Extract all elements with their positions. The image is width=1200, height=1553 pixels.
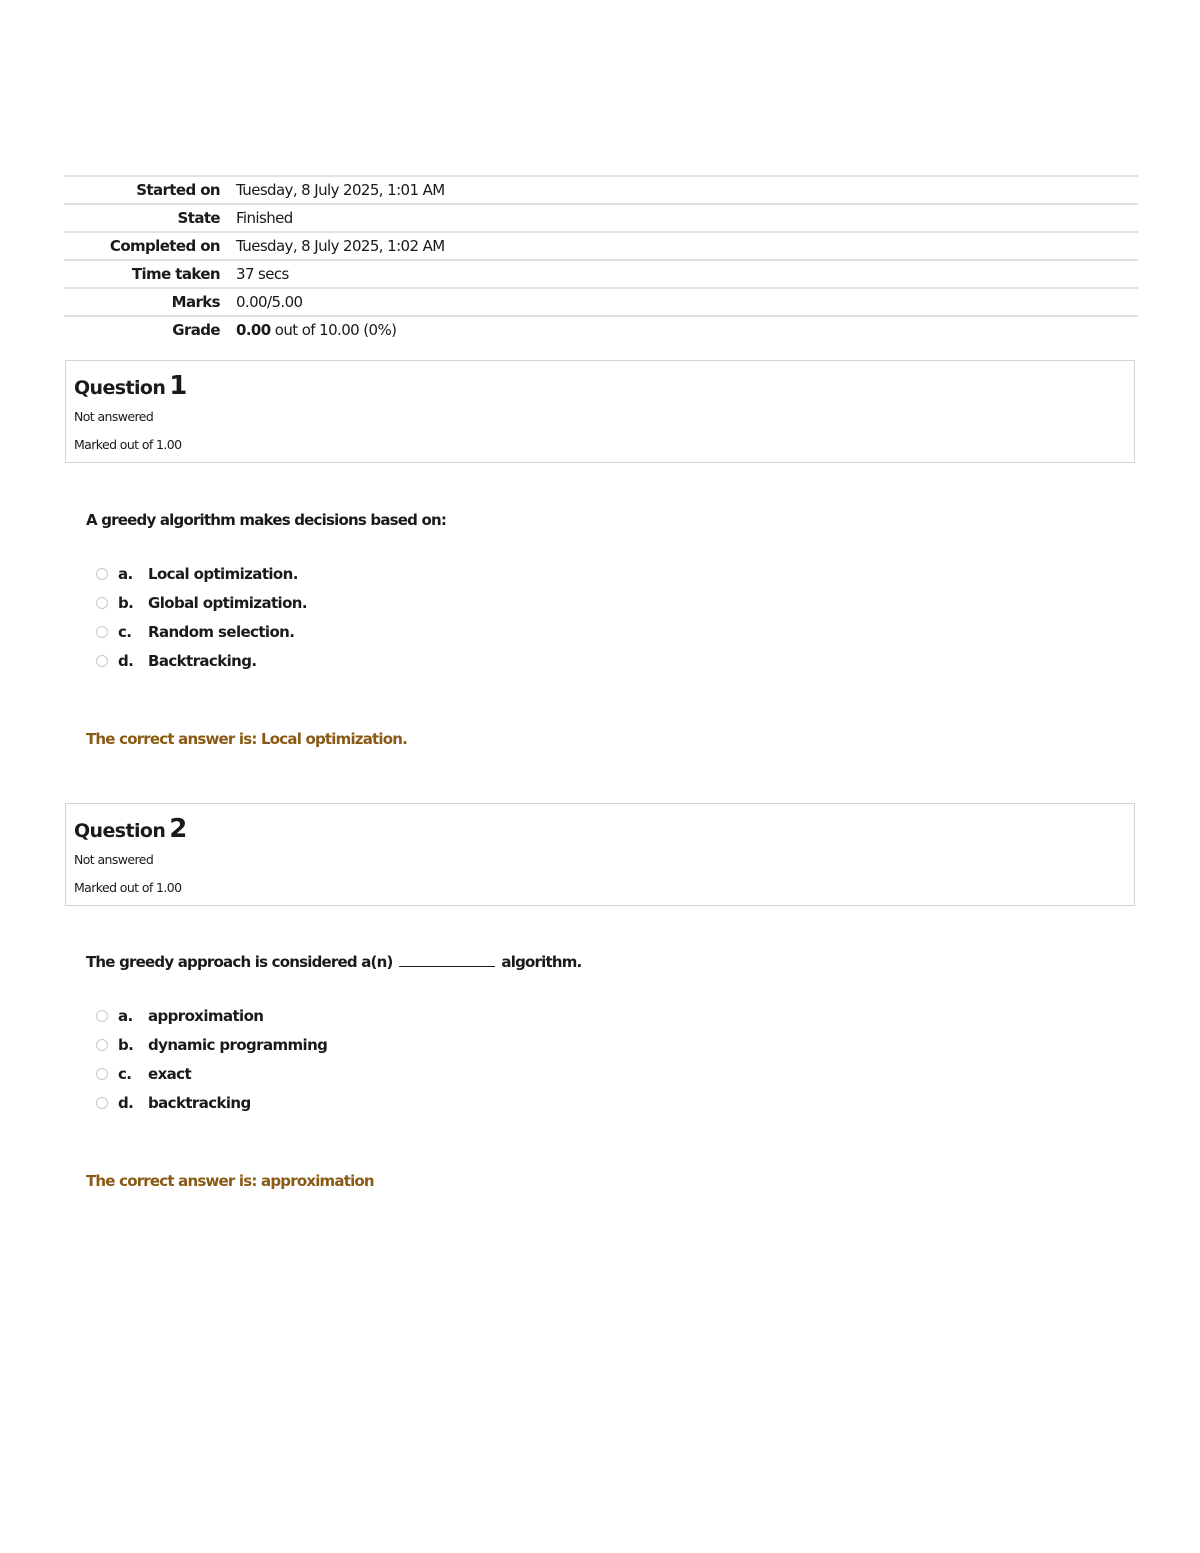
option-letter: d. [118, 1093, 134, 1112]
option-label: Local optimization. [148, 564, 298, 583]
radio-button[interactable] [96, 597, 108, 609]
summary-row-started [64, 177, 1138, 205]
summary-value: 0.00/5.00 [236, 293, 303, 311]
question-text-before: The greedy approach is considered a(n) [86, 953, 393, 971]
answer-option-d[interactable] [96, 646, 307, 675]
question-title [74, 371, 187, 401]
option-letter: a. [118, 1006, 133, 1025]
grade-out-of: out of 10.00 (0%) [270, 321, 397, 339]
answer-option-d[interactable] [96, 1088, 327, 1117]
answer-options [96, 1001, 327, 1117]
summary-value: Tuesday, 8 July 2025, 1:02 AM [236, 237, 445, 255]
option-label: approximation [148, 1006, 264, 1025]
option-label: exact [148, 1064, 192, 1083]
answer-option-a[interactable] [96, 559, 307, 588]
answer-option-c[interactable] [96, 617, 307, 646]
summary-label: State [177, 209, 220, 227]
radio-button[interactable] [96, 1010, 108, 1022]
question-text [86, 953, 581, 971]
correct-answer-feedback: The correct answer is: Local optimization. [86, 730, 408, 748]
question-title [74, 814, 187, 844]
summary-label: Started on [136, 181, 220, 199]
answer-option-c[interactable] [96, 1059, 327, 1088]
option-letter: d. [118, 651, 134, 670]
option-label: backtracking [148, 1093, 251, 1112]
option-letter: a. [118, 564, 133, 583]
answer-option-b[interactable] [96, 1030, 327, 1059]
question-grade: Marked out of 1.00 [74, 880, 182, 895]
option-label: Random selection. [148, 622, 295, 641]
radio-button[interactable] [96, 1097, 108, 1109]
option-label: Backtracking. [148, 651, 257, 670]
summary-row-grade [64, 317, 1138, 343]
summary-value [236, 321, 396, 339]
answer-options [96, 559, 307, 675]
option-letter: c. [118, 622, 132, 641]
radio-button[interactable] [96, 1068, 108, 1080]
summary-label: Time taken [131, 265, 220, 283]
question-number: 2 [169, 814, 187, 844]
radio-button[interactable] [96, 1039, 108, 1051]
option-letter: b. [118, 593, 134, 612]
question-info-box [65, 803, 1135, 906]
question-text-after: algorithm. [501, 953, 582, 971]
summary-row-state [64, 205, 1138, 233]
question-number: 1 [169, 371, 187, 401]
summary-value: Finished [236, 209, 293, 227]
question-word: Question [74, 820, 166, 842]
option-label: dynamic programming [148, 1035, 328, 1054]
question-state: Not answered [74, 852, 154, 867]
fill-in-blank [399, 954, 495, 967]
attempt-summary-table [64, 175, 1138, 343]
question-text: A greedy algorithm makes decisions based on: [86, 511, 447, 529]
option-letter: b. [118, 1035, 134, 1054]
summary-value: 37 secs [236, 265, 289, 283]
option-letter: c. [118, 1064, 132, 1083]
summary-value: Tuesday, 8 July 2025, 1:01 AM [236, 181, 445, 199]
summary-row-marks [64, 289, 1138, 317]
summary-row-time-taken [64, 261, 1138, 289]
answer-option-b[interactable] [96, 588, 307, 617]
question-grade: Marked out of 1.00 [74, 437, 182, 452]
summary-row-completed [64, 233, 1138, 261]
question-info-box [65, 360, 1135, 463]
correct-answer-feedback: The correct answer is: approximation [86, 1172, 374, 1190]
radio-button[interactable] [96, 568, 108, 580]
grade-value: 0.00 [236, 321, 271, 339]
summary-label: Completed on [109, 237, 220, 255]
radio-button[interactable] [96, 626, 108, 638]
option-label: Global optimization. [148, 593, 307, 612]
summary-label: Marks [171, 293, 220, 311]
question-word: Question [74, 377, 166, 399]
question-state: Not answered [74, 409, 154, 424]
answer-option-a[interactable] [96, 1001, 327, 1030]
summary-label: Grade [172, 321, 220, 339]
radio-button[interactable] [96, 655, 108, 667]
